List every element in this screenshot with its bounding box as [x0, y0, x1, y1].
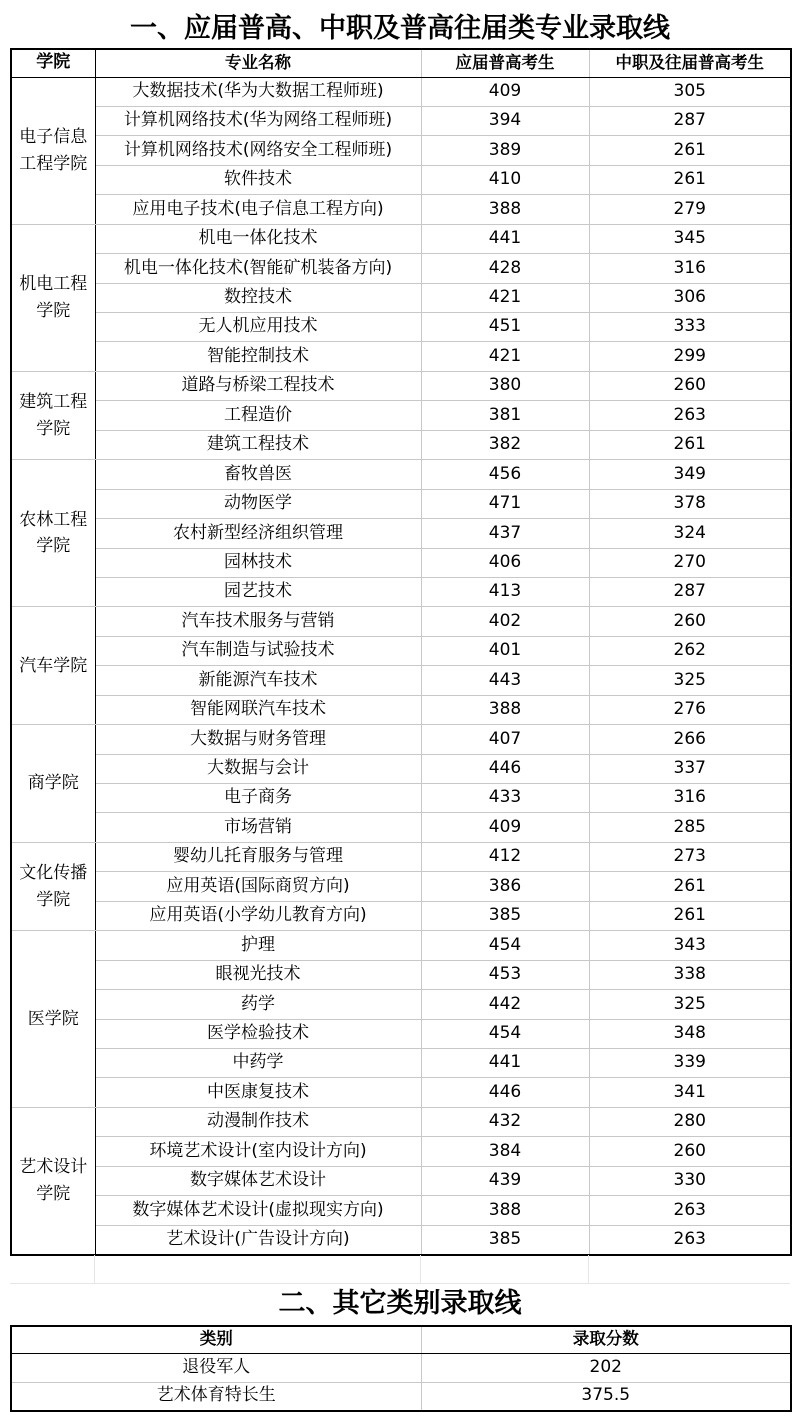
fresh-graduate-score: 388 — [421, 195, 589, 224]
section1-title: 一、应届普高、中职及普高往届类专业录取线 — [130, 13, 670, 44]
fresh-graduate-score: 439 — [421, 1166, 589, 1195]
major-name: 道路与桥梁工程技术 — [95, 371, 421, 400]
table-row — [11, 460, 791, 489]
fresh-graduate-score: 413 — [421, 577, 589, 606]
vocational-score: 276 — [589, 695, 791, 724]
vocational-score: 287 — [589, 577, 791, 606]
table-row — [11, 666, 791, 695]
vocational-score: 260 — [589, 607, 791, 636]
vocational-score: 261 — [589, 136, 791, 165]
vocational-score: 333 — [589, 313, 791, 342]
major-name: 机电一体化技术 — [95, 224, 421, 253]
vocational-score: 324 — [589, 519, 791, 548]
vocational-score: 299 — [589, 342, 791, 371]
vocational-score: 378 — [589, 489, 791, 518]
major-name: 新能源汽车技术 — [95, 666, 421, 695]
vocational-score: 280 — [589, 1107, 791, 1136]
fresh-graduate-score: 409 — [421, 813, 589, 842]
fresh-graduate-score: 453 — [421, 960, 589, 989]
fresh-graduate-score: 385 — [421, 1225, 589, 1254]
college-name: 艺术设计 学院 — [11, 1107, 95, 1254]
table-row — [11, 842, 791, 871]
table-row — [11, 1382, 791, 1411]
major-name: 数字媒体艺术设计(虚拟现实方向) — [95, 1196, 421, 1225]
vocational-score: 339 — [589, 1048, 791, 1077]
fresh-graduate-score: 381 — [421, 401, 589, 430]
major-name: 园林技术 — [95, 548, 421, 577]
vocational-score: 305 — [589, 77, 791, 106]
table-row — [11, 901, 791, 930]
major-name: 建筑工程技术 — [95, 430, 421, 459]
major-name: 应用英语(小学幼儿教育方向) — [95, 901, 421, 930]
major-name: 护理 — [95, 931, 421, 960]
admission-score: 202 — [421, 1353, 791, 1382]
table-row — [11, 165, 791, 194]
fresh-graduate-score: 389 — [421, 136, 589, 165]
table-row — [11, 784, 791, 813]
major-name: 动物医学 — [95, 489, 421, 518]
table-row — [11, 401, 791, 430]
major-name: 无人机应用技术 — [95, 313, 421, 342]
vocational-score: 261 — [589, 165, 791, 194]
vocational-score: 325 — [589, 666, 791, 695]
fresh-graduate-score: 410 — [421, 165, 589, 194]
vocational-score: 263 — [589, 1225, 791, 1254]
college-name: 电子信息 工程学院 — [11, 77, 95, 224]
vocational-score: 343 — [589, 931, 791, 960]
table-row — [11, 695, 791, 724]
major-name: 艺术设计(广告设计方向) — [95, 1225, 421, 1254]
major-name: 智能控制技术 — [95, 342, 421, 371]
major-name: 眼视光技术 — [95, 960, 421, 989]
table-row — [11, 342, 791, 371]
fresh-graduate-score: 471 — [421, 489, 589, 518]
table-row — [11, 1019, 791, 1048]
college-name: 医学院 — [11, 931, 95, 1108]
table-row — [11, 607, 791, 636]
other-category-table — [10, 1325, 792, 1412]
vocational-score: 345 — [589, 224, 791, 253]
vocational-score: 341 — [589, 1078, 791, 1107]
table-row — [11, 371, 791, 400]
major-name: 数控技术 — [95, 283, 421, 312]
vocational-score: 266 — [589, 725, 791, 754]
major-name: 汽车制造与试验技术 — [95, 636, 421, 665]
fresh-graduate-score: 454 — [421, 931, 589, 960]
vocational-score: 262 — [589, 636, 791, 665]
major-name: 大数据与财务管理 — [95, 725, 421, 754]
column-header: 专业名称 — [95, 49, 421, 77]
table-row — [11, 283, 791, 312]
fresh-graduate-score: 402 — [421, 607, 589, 636]
vocational-score: 261 — [589, 872, 791, 901]
fresh-graduate-score: 412 — [421, 842, 589, 871]
table-row — [11, 872, 791, 901]
fresh-graduate-score: 441 — [421, 224, 589, 253]
table-row — [11, 1078, 791, 1107]
major-name: 中医康复技术 — [95, 1078, 421, 1107]
table-row — [11, 136, 791, 165]
major-name: 工程造价 — [95, 401, 421, 430]
fresh-graduate-score: 454 — [421, 1019, 589, 1048]
admission-score: 375.5 — [421, 1382, 791, 1411]
fresh-graduate-score: 456 — [421, 460, 589, 489]
college-name: 汽车学院 — [11, 607, 95, 725]
column-header: 录取分数 — [421, 1326, 791, 1353]
category-name: 艺术体育特长生 — [11, 1382, 421, 1411]
column-header: 中职及往届普高考生 — [589, 49, 791, 77]
table-row — [11, 430, 791, 459]
table-row — [11, 548, 791, 577]
fresh-graduate-score: 446 — [421, 1078, 589, 1107]
vocational-score: 260 — [589, 1137, 791, 1166]
fresh-graduate-score: 382 — [421, 430, 589, 459]
table-row — [11, 1166, 791, 1195]
column-header: 类别 — [11, 1326, 421, 1353]
major-name: 应用电子技术(电子信息工程方向) — [95, 195, 421, 224]
fresh-graduate-score: 421 — [421, 283, 589, 312]
major-name: 环境艺术设计(室内设计方向) — [95, 1137, 421, 1166]
fresh-graduate-score: 432 — [421, 1107, 589, 1136]
vocational-score: 337 — [589, 754, 791, 783]
major-name: 电子商务 — [95, 784, 421, 813]
major-name: 中药学 — [95, 1048, 421, 1077]
fresh-graduate-score: 433 — [421, 784, 589, 813]
fresh-graduate-score: 407 — [421, 725, 589, 754]
major-name: 数字媒体艺术设计 — [95, 1166, 421, 1195]
major-name: 计算机网络技术(网络安全工程师班) — [95, 136, 421, 165]
vocational-score: 261 — [589, 430, 791, 459]
fresh-graduate-score: 386 — [421, 872, 589, 901]
vocational-score: 316 — [589, 254, 791, 283]
vocational-score: 316 — [589, 784, 791, 813]
vocational-score: 279 — [589, 195, 791, 224]
fresh-graduate-score: 406 — [421, 548, 589, 577]
fresh-graduate-score: 441 — [421, 1048, 589, 1077]
major-name: 大数据与会计 — [95, 754, 421, 783]
table-row — [11, 519, 791, 548]
vocational-score: 270 — [589, 548, 791, 577]
college-name: 机电工程 学院 — [11, 224, 95, 371]
table-row — [11, 960, 791, 989]
table-row — [11, 224, 791, 253]
major-name: 动漫制作技术 — [95, 1107, 421, 1136]
vocational-score: 285 — [589, 813, 791, 842]
vocational-score: 306 — [589, 283, 791, 312]
major-name: 计算机网络技术(华为网络工程师班) — [95, 106, 421, 135]
vocational-score: 348 — [589, 1019, 791, 1048]
fresh-graduate-score: 388 — [421, 695, 589, 724]
fresh-graduate-score: 385 — [421, 901, 589, 930]
college-name: 农林工程 学院 — [11, 460, 95, 607]
major-name: 药学 — [95, 990, 421, 1019]
vocational-score: 325 — [589, 990, 791, 1019]
table-row — [11, 1225, 791, 1254]
column-header: 学院 — [11, 49, 95, 77]
major-name: 畜牧兽医 — [95, 460, 421, 489]
fresh-graduate-score: 401 — [421, 636, 589, 665]
table-row — [11, 195, 791, 224]
table-row — [11, 1196, 791, 1225]
vocational-score: 263 — [589, 1196, 791, 1225]
table-row — [11, 1107, 791, 1136]
vocational-score: 261 — [589, 901, 791, 930]
major-name: 市场营销 — [95, 813, 421, 842]
table-row — [11, 754, 791, 783]
vocational-score: 349 — [589, 460, 791, 489]
vocational-score: 338 — [589, 960, 791, 989]
table-row — [11, 990, 791, 1019]
vocational-score: 273 — [589, 842, 791, 871]
section2-title: 二、其它类别录取线 — [278, 1288, 522, 1319]
fresh-graduate-score: 451 — [421, 313, 589, 342]
admission-score-table — [10, 48, 792, 1256]
major-name: 园艺技术 — [95, 577, 421, 606]
fresh-graduate-score: 437 — [421, 519, 589, 548]
major-name: 智能网联汽车技术 — [95, 695, 421, 724]
vocational-score: 260 — [589, 371, 791, 400]
major-name: 应用英语(国际商贸方向) — [95, 872, 421, 901]
table-row — [11, 725, 791, 754]
vocational-score: 330 — [589, 1166, 791, 1195]
fresh-graduate-score: 421 — [421, 342, 589, 371]
major-name: 医学检验技术 — [95, 1019, 421, 1048]
major-name: 机电一体化技术(智能矿机装备方向) — [95, 254, 421, 283]
fresh-graduate-score: 394 — [421, 106, 589, 135]
empty-spacer-row — [10, 1255, 790, 1284]
table-row — [11, 313, 791, 342]
table-row — [11, 1353, 791, 1382]
college-name: 文化传播 学院 — [11, 842, 95, 930]
table-row — [11, 813, 791, 842]
major-name: 大数据技术(华为大数据工程师班) — [95, 77, 421, 106]
major-name: 汽车技术服务与营销 — [95, 607, 421, 636]
major-name: 农村新型经济组织管理 — [95, 519, 421, 548]
fresh-graduate-score: 384 — [421, 1137, 589, 1166]
table-row — [11, 1137, 791, 1166]
vocational-score: 263 — [589, 401, 791, 430]
fresh-graduate-score: 380 — [421, 371, 589, 400]
table-header-row — [11, 49, 791, 77]
college-name: 商学院 — [11, 725, 95, 843]
table-header-row — [11, 1326, 791, 1353]
table-row — [11, 636, 791, 665]
table-row — [11, 931, 791, 960]
table-row — [11, 254, 791, 283]
fresh-graduate-score: 442 — [421, 990, 589, 1019]
table-row — [11, 1048, 791, 1077]
column-header: 应届普高考生 — [421, 49, 589, 77]
major-name: 婴幼儿托育服务与管理 — [95, 842, 421, 871]
fresh-graduate-score: 409 — [421, 77, 589, 106]
major-name: 软件技术 — [95, 165, 421, 194]
fresh-graduate-score: 446 — [421, 754, 589, 783]
vocational-score: 287 — [589, 106, 791, 135]
table-row — [11, 489, 791, 518]
table-row — [11, 106, 791, 135]
table-row — [11, 77, 791, 106]
fresh-graduate-score: 443 — [421, 666, 589, 695]
table-row — [11, 577, 791, 606]
fresh-graduate-score: 428 — [421, 254, 589, 283]
college-name: 建筑工程 学院 — [11, 371, 95, 459]
fresh-graduate-score: 388 — [421, 1196, 589, 1225]
category-name: 退役军人 — [11, 1353, 421, 1382]
